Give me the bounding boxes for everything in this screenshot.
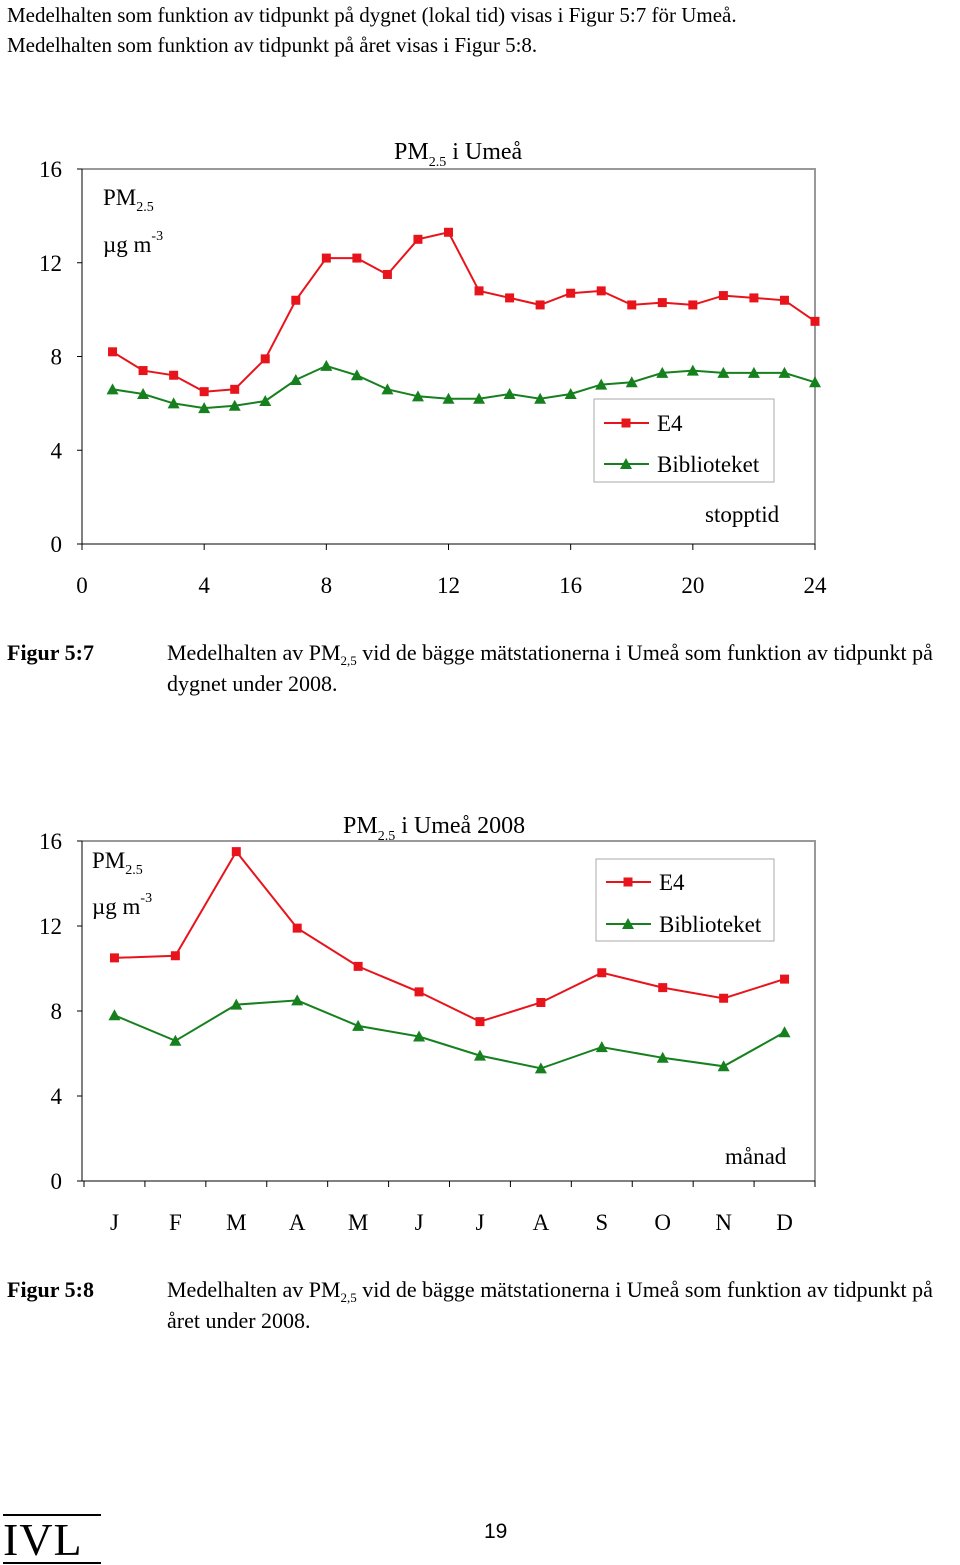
- y-tick-label: 12: [39, 914, 62, 939]
- data-point-e4: [719, 291, 728, 300]
- x-axis-label: månad: [725, 1144, 787, 1169]
- legend-label-e4: E4: [657, 411, 683, 436]
- y-axis-unit: µg $m^{-3}$: [92, 891, 153, 919]
- data-point-e4: [261, 354, 270, 363]
- data-point-biblioteket: [504, 388, 516, 399]
- data-point-e4: [108, 347, 117, 356]
- data-point-e4: [110, 953, 119, 962]
- data-point-e4: [415, 987, 424, 996]
- y-tick-label: 0: [50, 532, 62, 557]
- x-tick-label: J: [475, 1210, 485, 1235]
- y-tick-label: 8: [50, 344, 62, 370]
- data-point-biblioteket: [108, 1009, 120, 1020]
- data-point-e4: [749, 293, 758, 302]
- chart-monthly: [0, 800, 960, 1270]
- data-point-e4: [383, 270, 392, 279]
- x-tick-label: J: [109, 1210, 119, 1235]
- data-point-biblioteket: [169, 1035, 181, 1046]
- data-point-e4: [566, 289, 575, 298]
- caption-text: Medelhalten av $PM_{2,5}$ vid de bägge mätstationerna i Umeå som funktion av tidpunkt på dygnet under 2008.: [167, 640, 933, 696]
- data-point-biblioteket: [259, 395, 271, 406]
- y-tick-label: 4: [50, 438, 62, 464]
- data-point-e4: [200, 387, 209, 396]
- legend-label-biblioteket: Biblioteket: [659, 912, 762, 937]
- chart-title: $PM_{2.5}$ i Umeå 2008: [343, 813, 526, 844]
- legend-marker-e4: [624, 878, 633, 887]
- x-tick-label: J: [414, 1210, 424, 1235]
- legend-label-biblioteket: Biblioteket: [657, 452, 760, 477]
- data-point-e4: [413, 235, 422, 244]
- x-tick-label: 24: [803, 573, 827, 598]
- data-point-e4: [658, 983, 667, 992]
- data-point-biblioteket: [779, 1026, 791, 1037]
- x-tick-label: A: [532, 1210, 550, 1235]
- data-point-e4: [171, 951, 180, 960]
- plot-area: [39, 157, 827, 598]
- data-point-e4: [322, 254, 331, 263]
- data-point-biblioteket: [352, 1020, 364, 1031]
- data-point-e4: [780, 975, 789, 984]
- x-tick-label: O: [654, 1210, 672, 1235]
- x-tick-label: 4: [198, 573, 210, 598]
- page-number: 19: [484, 1520, 508, 1543]
- x-tick-label: S: [595, 1210, 609, 1235]
- x-tick-label: A: [288, 1210, 306, 1235]
- caption-label: Figur 5:8: [7, 1277, 94, 1302]
- data-point-e4: [688, 300, 697, 309]
- data-point-e4: [475, 286, 484, 295]
- x-tick-label: 16: [559, 573, 583, 598]
- data-point-e4: [475, 1017, 484, 1026]
- data-point-e4: [658, 298, 667, 307]
- data-point-biblioteket: [596, 1041, 608, 1052]
- chart-title: $PM_{2.5}$ i Umeå: [394, 139, 523, 170]
- data-point-e4: [780, 296, 789, 305]
- data-point-e4: [293, 924, 302, 933]
- data-point-biblioteket: [381, 383, 393, 394]
- data-point-e4: [444, 228, 453, 237]
- y-tick-label: 4: [50, 1084, 62, 1109]
- data-point-biblioteket: [290, 374, 302, 385]
- series-line-e4: [113, 232, 816, 391]
- y-tick-label: 12: [39, 250, 62, 276]
- x-tick-label: 0: [76, 573, 88, 598]
- y-axis-unit: µg $m^{-3}$: [103, 229, 164, 257]
- data-point-e4: [230, 385, 239, 394]
- intro-line-1: Medelhalten som funktion av tidpunkt på dygnet (lokal tid) visas i Figur 5:7 för Umeå.: [7, 3, 737, 27]
- data-point-e4: [536, 998, 545, 1007]
- x-tick-label: 12: [437, 573, 460, 598]
- x-tick-label: M: [226, 1210, 247, 1235]
- data-point-e4: [597, 286, 606, 295]
- legend: [594, 399, 774, 482]
- y-tick-label: 8: [50, 999, 62, 1024]
- data-point-e4: [169, 371, 178, 380]
- data-point-e4: [232, 847, 241, 856]
- data-point-biblioteket: [320, 360, 332, 371]
- series-line-biblioteket: [115, 1000, 785, 1068]
- x-tick-label: D: [776, 1210, 793, 1235]
- logo-text: IVL: [3, 1514, 83, 1565]
- ivl-logo: [3, 1514, 101, 1564]
- intro-text: [7, 0, 737, 60]
- x-tick-label: N: [715, 1210, 732, 1235]
- caption-text: Medelhalten av $PM_{2,5}$ vid de bägge mätstationerna i Umeå som funktion av tidpunkt på året under 2008.: [167, 1277, 933, 1333]
- legend-marker-e4: [622, 419, 631, 428]
- x-tick-label: M: [347, 1210, 369, 1235]
- legend: [596, 859, 774, 941]
- y-tick-label: 16: [39, 829, 62, 854]
- data-point-e4: [719, 994, 728, 1003]
- data-point-biblioteket: [107, 383, 119, 394]
- intro-line-2: Medelhalten som funktion av tidpunkt på året visas i Figur 5:8.: [7, 33, 538, 57]
- x-axis-label: stopptid: [705, 502, 780, 527]
- data-point-e4: [811, 317, 820, 326]
- x-tick-label: F: [168, 1210, 182, 1235]
- y-tick-label: 0: [50, 1169, 62, 1194]
- data-point-e4: [627, 300, 636, 309]
- data-point-e4: [597, 968, 606, 977]
- y-axis-label: $PM_{2.5}$: [92, 848, 143, 878]
- caption-label: Figur 5:7: [7, 640, 94, 665]
- data-point-e4: [352, 254, 361, 263]
- plot-frame: [82, 169, 815, 544]
- x-tick-label: 8: [320, 573, 333, 598]
- x-tick-label: 20: [681, 573, 705, 598]
- data-point-e4: [505, 293, 514, 302]
- y-axis-label: $PM_{2.5}$: [103, 185, 154, 215]
- y-tick-label: 16: [39, 157, 62, 182]
- data-point-e4: [536, 300, 545, 309]
- data-point-e4: [354, 962, 363, 971]
- data-point-e4: [291, 296, 300, 305]
- legend-label-e4: E4: [659, 870, 685, 895]
- data-point-e4: [139, 366, 148, 375]
